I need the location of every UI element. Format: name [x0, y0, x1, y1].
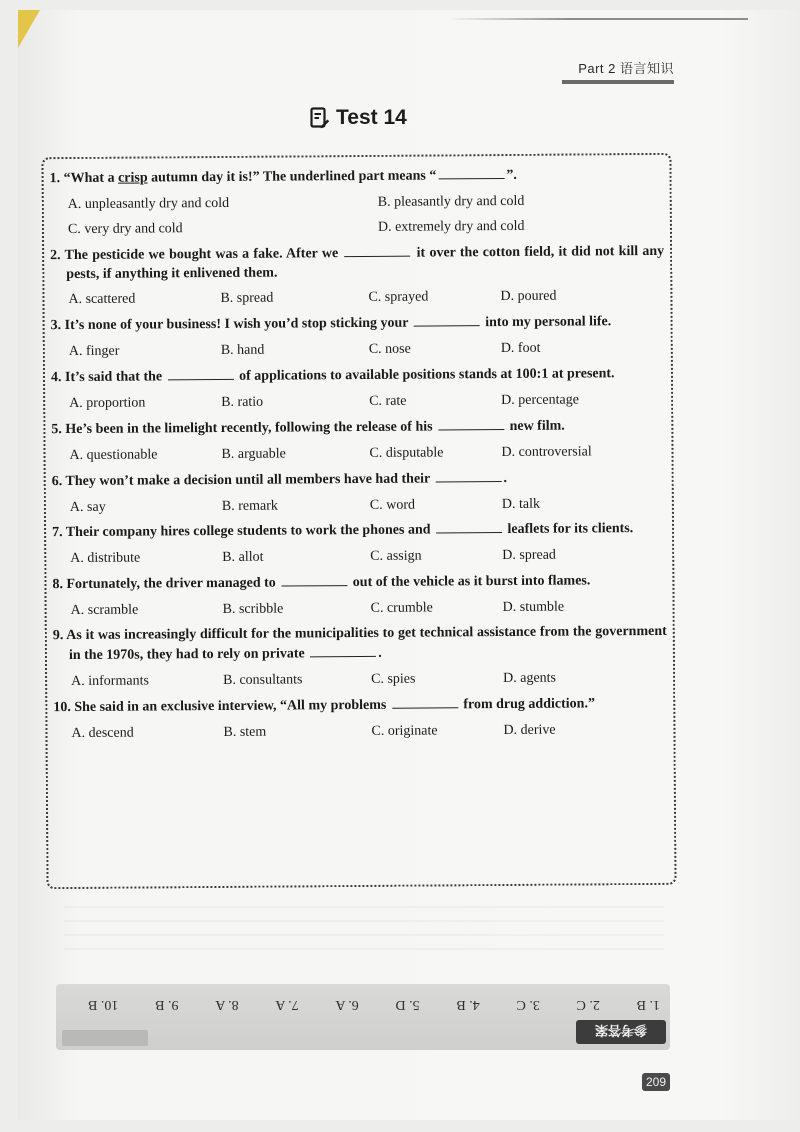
- option-d[interactable]: D. talk: [501, 496, 541, 512]
- question-6: [52, 468, 666, 518]
- stem-text: ”.: [506, 167, 517, 183]
- option-b[interactable]: B. arguable: [221, 446, 286, 462]
- question-number: 3.: [50, 318, 62, 334]
- option-d[interactable]: D. extremely dry and cold: [377, 218, 525, 235]
- question-stem: [53, 694, 667, 718]
- options: [52, 494, 666, 517]
- option-a[interactable]: A. scramble: [70, 602, 139, 619]
- question-stem: [50, 242, 664, 285]
- option-c[interactable]: C. very dry and cold: [67, 221, 183, 237]
- option-d[interactable]: D. stumble: [502, 599, 565, 616]
- answer-blank[interactable]: [281, 573, 347, 586]
- answer-blank[interactable]: [168, 367, 234, 380]
- stem-text: into my personal life.: [481, 314, 612, 331]
- option-b[interactable]: B. hand: [220, 342, 265, 359]
- stem-text: autumn day it is!” The underlined part means “: [147, 168, 437, 186]
- question-stem: [51, 312, 665, 336]
- question-stem: [52, 468, 666, 492]
- option-d[interactable]: D. poured: [500, 289, 557, 305]
- option-a[interactable]: A. finger: [68, 343, 120, 360]
- question-stem: [51, 416, 665, 440]
- stem-text: It’s said that the: [64, 369, 166, 386]
- question-number: 1.: [49, 171, 61, 187]
- stem-text: of applications to available positions stands at 100:1 at present.: [235, 366, 615, 384]
- stem-text: out of the vehicle as it burst into flames.: [349, 573, 591, 591]
- question-stem: [52, 571, 666, 595]
- bleed-through-text: [64, 906, 664, 950]
- question-stem: [51, 364, 665, 388]
- answer-item: 3. C: [516, 997, 540, 1012]
- answer-item: 4. B: [456, 997, 480, 1012]
- option-b[interactable]: B. allot: [222, 550, 264, 566]
- question-number: 6.: [51, 473, 63, 489]
- question-8: [52, 571, 666, 621]
- stem-text: He’s been in the limelight recently, following the release of his: [65, 419, 437, 437]
- question-number: 4.: [50, 370, 62, 386]
- question-number: 9.: [52, 628, 64, 644]
- question-number: 5.: [51, 421, 62, 438]
- option-b[interactable]: B. pleasantly dry and cold: [377, 193, 525, 210]
- document-pencil-icon: [310, 107, 330, 129]
- question-4: [51, 364, 665, 414]
- stem-text: Their company hires college students to work the phones and: [65, 522, 435, 541]
- option-c[interactable]: C. originate: [371, 723, 438, 739]
- question-2: [50, 242, 664, 311]
- question-5: [51, 416, 665, 466]
- answer-key-row: [84, 988, 664, 1012]
- answer-key-tab: [62, 1030, 148, 1046]
- underlined-word: crisp: [118, 170, 148, 186]
- option-a[interactable]: A. questionable: [69, 447, 158, 463]
- option-d[interactable]: D. derive: [503, 722, 556, 738]
- options: [51, 391, 665, 414]
- option-b[interactable]: B. ratio: [221, 394, 264, 410]
- questions-box: [41, 153, 676, 889]
- answer-item: 10. B: [88, 997, 119, 1012]
- answer-item: 9. B: [155, 997, 179, 1012]
- stem-text: .: [503, 470, 508, 486]
- stem-text: It’s none of your business! I wish you’d stop sticking your: [64, 315, 412, 334]
- options: [53, 598, 667, 621]
- question-stem: [52, 519, 666, 543]
- answer-blank[interactable]: [438, 417, 504, 430]
- option-c[interactable]: C. crumble: [370, 600, 433, 617]
- answer-blank[interactable]: [344, 243, 410, 256]
- option-c[interactable]: C. word: [369, 497, 416, 513]
- answer-item: 7. A: [275, 997, 299, 1012]
- stem-text: new film.: [505, 418, 565, 434]
- answer-item: 6. A: [335, 997, 359, 1012]
- option-a[interactable]: A. descend: [71, 725, 134, 741]
- options: [50, 192, 664, 240]
- answer-item: 1. B: [636, 997, 660, 1012]
- answer-key-label: 参考答案: [576, 1020, 666, 1044]
- option-a[interactable]: A. informants: [71, 673, 149, 689]
- question-10: [53, 694, 667, 744]
- option-c[interactable]: C. rate: [369, 393, 407, 409]
- options: [50, 287, 664, 310]
- page-number: 209: [642, 1073, 670, 1091]
- answer-item: 8. A: [215, 997, 239, 1012]
- test-title-text: Test 14: [336, 106, 407, 129]
- option-d[interactable]: D. controversial: [501, 444, 592, 460]
- options: [53, 669, 667, 692]
- option-a[interactable]: A. distribute: [70, 550, 141, 567]
- option-b[interactable]: B. scribble: [222, 601, 284, 618]
- question-number: 10.: [53, 699, 71, 715]
- answer-blank[interactable]: [438, 166, 504, 179]
- option-a[interactable]: A. say: [69, 499, 106, 515]
- stem-text: “What a: [63, 170, 119, 187]
- stem-text: Fortunately, the driver managed to: [66, 575, 280, 593]
- question-list: [50, 165, 668, 750]
- option-a[interactable]: A. unpleasantly dry and cold: [67, 195, 230, 212]
- question-stem: [53, 623, 667, 666]
- answer-blank[interactable]: [414, 313, 480, 326]
- answer-item: 2. C: [576, 997, 600, 1012]
- section-header: Part 2 语言知识: [578, 61, 674, 76]
- answer-blank[interactable]: [392, 695, 458, 708]
- options: [51, 339, 665, 362]
- answer-blank[interactable]: [436, 520, 502, 533]
- option-c[interactable]: C. spies: [371, 671, 416, 687]
- question-number: 7.: [52, 525, 63, 541]
- question-stem: [50, 165, 664, 189]
- answer-item: 5. D: [395, 997, 420, 1012]
- stem-text: it over the cotton field, it did not kill any pests, if anything it enlivened them.: [66, 243, 665, 282]
- stem-text: The pesticide we bought was a fake. After we: [64, 245, 343, 263]
- corner-mark: [18, 10, 40, 48]
- question-9: [53, 623, 667, 692]
- option-d[interactable]: D. foot: [500, 340, 541, 357]
- question-7: [52, 519, 666, 569]
- stem-text: She said in an exclusive interview, “All my problems: [74, 697, 390, 715]
- option-d[interactable]: D. spread: [502, 547, 556, 564]
- options: [53, 720, 667, 743]
- option-c[interactable]: C. sprayed: [368, 289, 429, 306]
- question-number: 8.: [52, 577, 63, 593]
- option-c[interactable]: C. disputable: [369, 445, 444, 461]
- section-header-bar: [562, 80, 674, 84]
- options: [52, 546, 666, 569]
- stem-text: They won’t make a decision until all members have had their: [65, 471, 434, 489]
- question-number: 2.: [50, 247, 61, 263]
- top-rule: [448, 18, 748, 20]
- answer-blank[interactable]: [435, 469, 501, 482]
- option-c[interactable]: C. nose: [368, 341, 411, 358]
- option-a[interactable]: A. scattered: [68, 292, 136, 308]
- option-a[interactable]: A. proportion: [69, 395, 146, 412]
- option-b[interactable]: B. spread: [220, 291, 274, 307]
- question-3: [51, 312, 665, 362]
- option-d[interactable]: D. agents: [503, 670, 557, 686]
- test-title: [310, 106, 407, 130]
- option-b[interactable]: B. stem: [223, 724, 267, 740]
- option-b[interactable]: B. consultants: [223, 672, 303, 688]
- option-d[interactable]: D. percentage: [501, 392, 579, 409]
- option-c[interactable]: C. assign: [370, 548, 422, 565]
- question-1: [50, 165, 664, 240]
- options: [51, 443, 665, 466]
- stem-text: leaflets for its clients.: [503, 521, 634, 538]
- stem-text: from drug addiction.”: [459, 696, 595, 713]
- answer-blank[interactable]: [310, 644, 376, 657]
- stem-text: .: [378, 645, 382, 661]
- stem-text: As it was increasingly difficult for the municipalities to get technical assistance from the government in the 1970s, they had to rely on private: [66, 623, 667, 663]
- option-b[interactable]: B. remark: [221, 498, 278, 514]
